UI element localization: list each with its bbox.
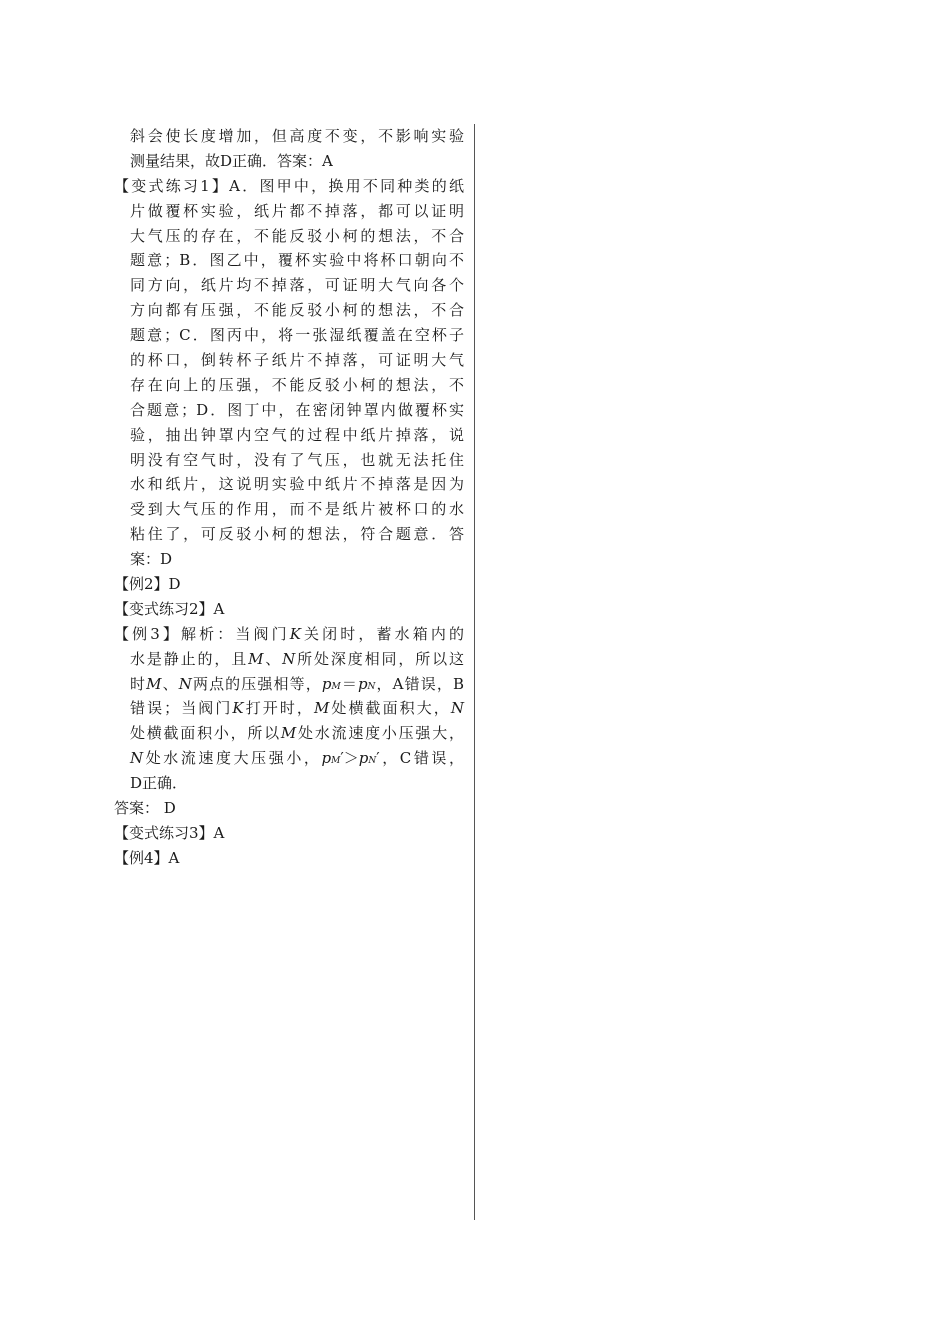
text-line [114,696,464,721]
text-run: K [289,624,301,643]
text-run: 时 [130,674,147,693]
text-line: 【变式练习1】A．图甲中，换用不同种类的纸 [114,176,464,195]
text-run: M [331,681,341,692]
text-line: 【变式练习2】A [114,599,225,618]
text-line: 测量结果，故D正确．答案：A [130,151,333,170]
text-run: p [357,674,368,693]
text-run: 所处深度相同，所以这 [295,649,464,668]
text-line: 验，抽出钟罩内空气的过程中纸片掉落，说 [130,425,464,444]
column-divider [474,124,475,1220]
text-run: 打开时， [243,699,314,718]
text-run: K [232,699,244,718]
text-run: N [368,756,377,767]
text-line: 存在向上的压强，不能反驳小柯的想法，不 [130,375,464,394]
text-run: ＝ [340,674,358,693]
text-line: 方向都有压强，不能反驳小柯的想法，不合 [130,301,464,320]
text-run: N [450,699,464,718]
text-line [114,647,464,672]
text-line: 斜会使长度增加，但高度不变，不影响实验 [130,127,464,145]
text-run: 两点的压强相等， [191,674,322,693]
text-run: N [130,749,144,768]
text-line: 明没有空气时，没有了气压，也就无法托住 [130,450,464,469]
text-run: 、 [263,649,283,668]
text-line: 答案： D [114,799,176,818]
text-run: M [313,699,330,718]
text-line: 【例2】D [114,575,181,594]
text-run: 处水流速度大压强小， [143,749,322,768]
text-line: 受到大气压的作用，而不是纸片被杯口的水 [130,500,464,519]
text-run: p [321,749,332,768]
text-run: 水是静止的，且 [130,649,249,668]
text-run: 、 [161,674,179,693]
text-line: 合题意；D．图丁中，在密闭钟罩内做覆杯实 [130,400,464,419]
text-run: N [178,674,192,693]
text-run: ＞ [343,749,359,768]
text-run: N [367,681,376,692]
text-run: M [280,724,297,743]
text-line [114,746,464,771]
text-run: ′ [340,749,344,768]
text-run: ′ [376,749,380,768]
text-line [114,721,464,746]
text-run: 关闭时，蓄水箱内的 [300,624,464,643]
text-run: p [358,749,369,768]
text-line: 题意；C．图丙中，将一张湿纸覆盖在空杯子 [130,326,464,345]
text-line [114,672,464,697]
text-line: D正确． [130,774,188,793]
text-run: M [248,649,264,668]
text-line: 的杯口，倒转杯子纸片不掉落，可证明大气 [130,351,464,370]
text-line: 同方向，纸片均不掉落，可证明大气向各个 [130,276,464,295]
text-run: 处水流速度小压强大， [296,724,464,743]
text-run: 错误；当阀门 [130,699,233,718]
text-run: p [321,674,332,693]
text-line: 案：D [130,550,173,569]
text-line: 水和纸片，这说明实验中纸片不掉落是因为 [130,475,464,494]
text-run: 处横截面积大， [329,699,451,718]
text-line: 大气压的存在，不能反驳小柯的想法，不合 [130,226,464,245]
text-run: 处横截面积小，所以 [130,724,281,743]
text-run: M [331,756,341,767]
text-run: M [146,674,162,693]
text-run: ，C错误， [379,749,464,768]
text-line: 题意；B．图乙中，覆杯实验中将杯口朝向不 [130,251,464,270]
text-line: 【变式练习3】A [114,823,225,842]
text-line: 【例4】A [114,848,180,867]
text-line: 片做覆杯实验，纸片都不掉落，都可以证明 [130,201,464,220]
answer-column [114,124,464,871]
text-line: 粘住了，可反驳小柯的想法，符合题意．答 [130,525,464,544]
text-run: ，A错误，B [375,674,464,693]
text-run: N [282,649,296,668]
text-run: 【例3】解析：当阀门 [114,624,290,643]
text-line [114,622,464,647]
